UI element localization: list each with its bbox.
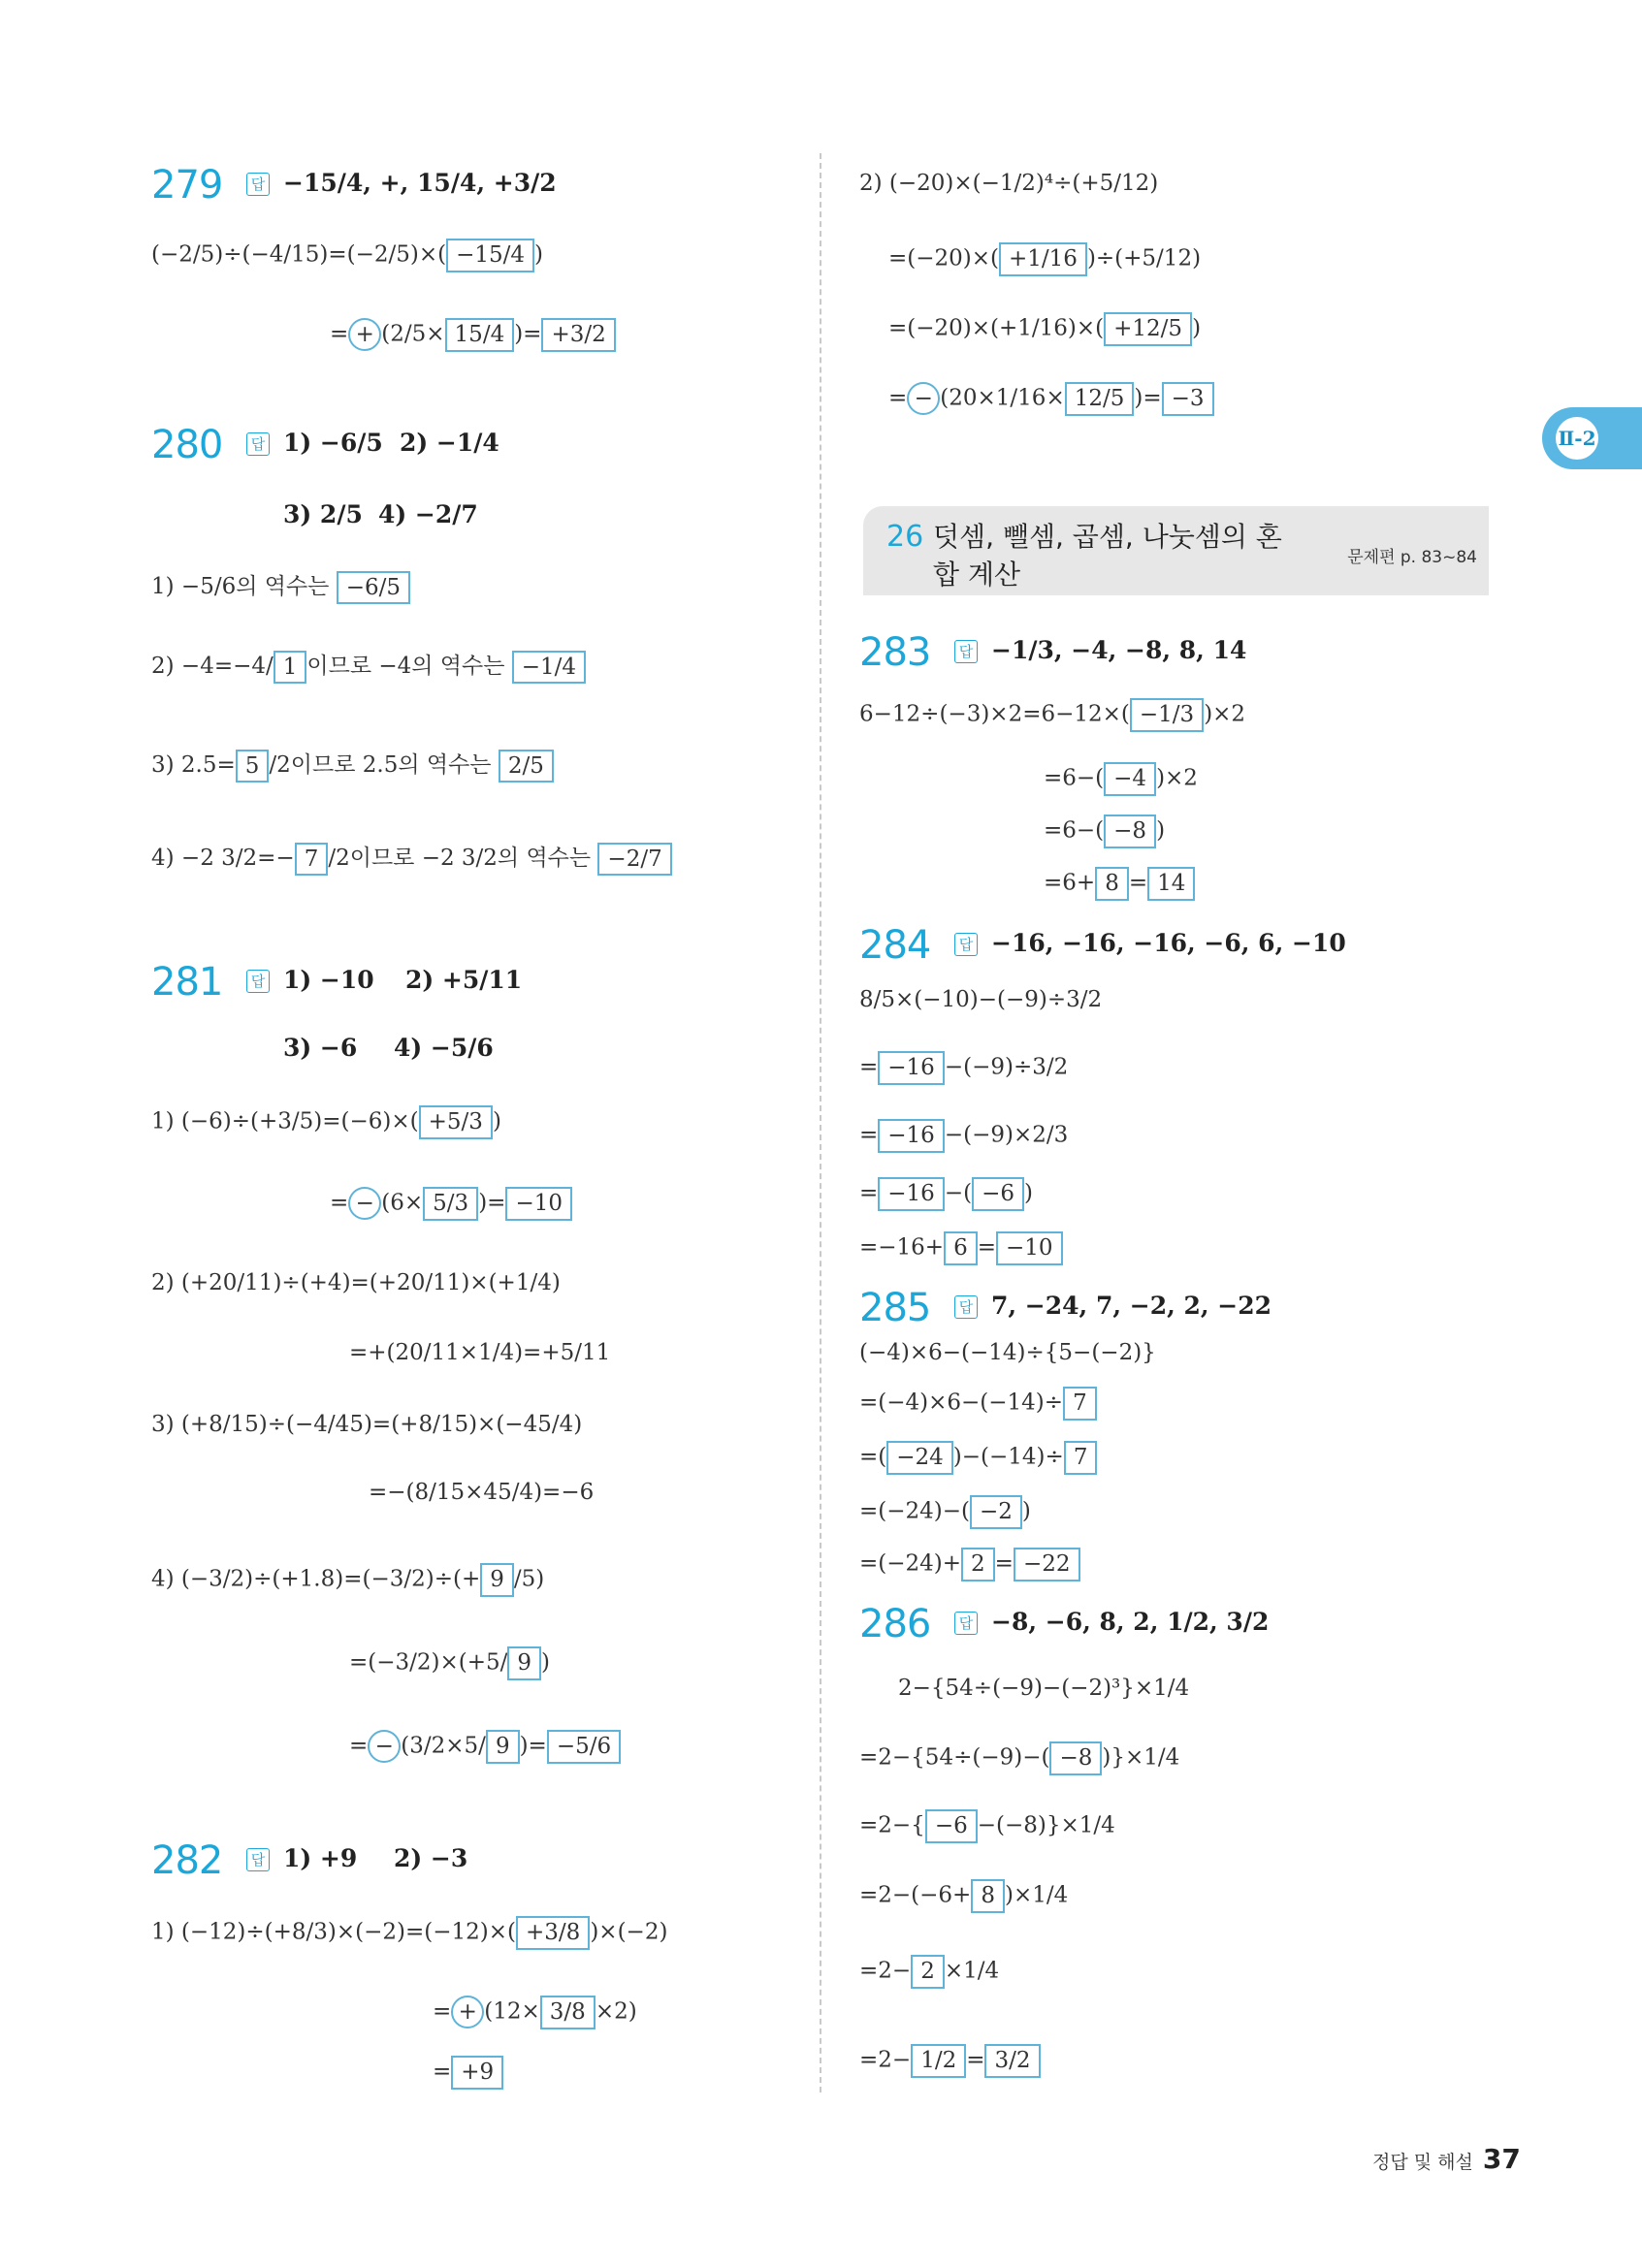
blank-box: 3/2 bbox=[984, 2044, 1040, 2078]
solution-line: = + (2/5× 15/4 )= +3/2 bbox=[330, 318, 616, 352]
answer-text: −16, −16, −16, −6, 6, −10 bbox=[991, 929, 1346, 957]
answer-icon: 답 bbox=[246, 1848, 270, 1871]
solution-line: =(−4)×6−(−14)÷ 7 bbox=[859, 1387, 1097, 1421]
solution-line: =(−24)+ 2 = −22 bbox=[859, 1548, 1080, 1581]
answer-icon: 답 bbox=[954, 1612, 978, 1635]
answer-icon: 답 bbox=[246, 970, 270, 993]
blank-box: 12/5 bbox=[1065, 382, 1135, 416]
answer-4: 4) −2/7 bbox=[378, 500, 478, 528]
solution-line: 3) (+8/15)÷(−4/45)=(+8/15)×(−45/4) bbox=[151, 1412, 583, 1437]
blank-box: 5/3 bbox=[423, 1187, 478, 1221]
sign-circle: − bbox=[348, 1187, 381, 1220]
blank-box: 7 bbox=[1063, 1387, 1097, 1421]
solution-line: =−16+ 6 = −10 bbox=[859, 1231, 1063, 1265]
problem-number: 281 bbox=[151, 960, 223, 1005]
blank-box: −16 bbox=[878, 1119, 945, 1153]
blank-box: −15/4 bbox=[446, 239, 534, 272]
answer-1: 1) −10 bbox=[283, 966, 374, 994]
blank-box: 8 bbox=[971, 1879, 1005, 1913]
answer-icon: 답 bbox=[246, 432, 270, 456]
blank-box: −3 bbox=[1162, 382, 1214, 416]
page-number: 37 bbox=[1482, 2143, 1521, 2175]
solution-line: =2− 2 ×1/4 bbox=[859, 1955, 999, 1989]
solution-line: = −16 −(−9)÷3/2 bbox=[859, 1051, 1068, 1085]
solution-line: =( −24 )−(−14)÷ 7 bbox=[859, 1441, 1097, 1475]
solution-line: =2−(−6+ 8 )×1/4 bbox=[859, 1879, 1068, 1913]
problem-number: 282 bbox=[151, 1838, 223, 1883]
blank-box: −4 bbox=[1104, 762, 1156, 796]
answer-icon: 답 bbox=[954, 933, 978, 956]
solution-line: = −16 −(−9)×2/3 bbox=[859, 1119, 1068, 1153]
answer-2: 2) −3 bbox=[394, 1844, 468, 1872]
chapter-tab-label: Ⅱ-2 bbox=[1556, 417, 1598, 460]
solution-line: =6−( −8 ) bbox=[1044, 815, 1165, 848]
problem-number: 284 bbox=[859, 923, 931, 968]
page-footer bbox=[1372, 2143, 1521, 2175]
blank-box: −2/7 bbox=[597, 843, 671, 877]
solution-line: = −16 −( −6 ) bbox=[859, 1177, 1033, 1211]
blank-box: −10 bbox=[505, 1187, 572, 1221]
sign-circle: − bbox=[368, 1730, 401, 1763]
problem-number: 279 bbox=[151, 163, 223, 208]
answer-text: 7, −24, 7, −2, 2, −22 bbox=[991, 1292, 1272, 1320]
blank-box: 7 bbox=[295, 843, 329, 877]
blank-box: −6/5 bbox=[337, 571, 410, 605]
blank-box: −2 bbox=[970, 1495, 1022, 1529]
solution-line: =2−{54÷(−9)−( −8 )}×1/4 bbox=[859, 1741, 1179, 1775]
footer-label: 정답 및 해설 bbox=[1372, 2152, 1473, 2173]
blank-box: −10 bbox=[996, 1231, 1063, 1265]
solution-line: = − (3/2×5/ 9 )= −5/6 bbox=[349, 1730, 621, 1764]
solution-line: 1) (−12)÷(+8/3)×(−2)=(−12)×( +3/8 )×(−2) bbox=[151, 1916, 667, 1950]
column-divider bbox=[820, 153, 821, 2092]
solution-line: 4) −2 3/2=− 7 /2이므로 −2 3/2의 역수는 −2/7 bbox=[151, 840, 672, 876]
blank-box: 1/2 bbox=[911, 2044, 966, 2078]
chapter-side-tab bbox=[1542, 407, 1642, 469]
blank-box: 6 bbox=[944, 1231, 978, 1265]
blank-box: −8 bbox=[1104, 815, 1156, 848]
solution-line: 2) −4=−4/ 1 이므로 −4의 역수는 −1/4 bbox=[151, 648, 586, 684]
blank-box: −16 bbox=[878, 1051, 945, 1085]
solution-line: 2) (−20)×(−1/2)⁴÷(+5/12) bbox=[859, 171, 1159, 196]
blank-box: 9 bbox=[507, 1646, 541, 1680]
blank-box: +5/3 bbox=[419, 1105, 493, 1139]
problem-number: 283 bbox=[859, 630, 931, 675]
solution-line: =(−20)×( +1/16 )÷(+5/12) bbox=[888, 242, 1201, 276]
solution-line: = − (20×1/16× 12/5 )= −3 bbox=[888, 382, 1214, 416]
solution-line: =(−3/2)×(+5/ 9 ) bbox=[349, 1646, 550, 1680]
section-header bbox=[863, 506, 1489, 595]
blank-box: +3/8 bbox=[516, 1916, 590, 1950]
solution-line: =2−{ −6 −(−8)}×1/4 bbox=[859, 1809, 1115, 1843]
blank-box: +12/5 bbox=[1104, 312, 1192, 346]
solution-line: = + (12× 3/8 ×2) bbox=[433, 1996, 637, 2029]
answer-2: 2) −1/4 bbox=[400, 429, 499, 457]
solution-line: 1) (−6)÷(+3/5)=(−6)×( +5/3 ) bbox=[151, 1105, 501, 1139]
blank-box: 8 bbox=[1095, 867, 1129, 901]
answer-icon: 답 bbox=[954, 1295, 978, 1319]
answer-4: 4) −5/6 bbox=[394, 1034, 494, 1062]
sign-circle: + bbox=[348, 318, 381, 351]
blank-box: −6 bbox=[925, 1809, 978, 1843]
answer-text: −1/3, −4, −8, 8, 14 bbox=[991, 636, 1247, 664]
sign-circle: + bbox=[451, 1996, 484, 2028]
solution-line: =6+ 8 = 14 bbox=[1044, 867, 1195, 901]
blank-box: −16 bbox=[878, 1177, 945, 1211]
answer-text: −15/4, +, 15/4, +3/2 bbox=[283, 169, 557, 197]
solution-line: 1) −5/6의 역수는 −6/5 bbox=[151, 568, 410, 604]
sign-circle: − bbox=[907, 382, 940, 415]
answer-icon: 답 bbox=[246, 173, 270, 196]
solution-line: (−2/5)÷(−4/15)=(−2/5)×( −15/4 ) bbox=[151, 239, 543, 272]
answer-icon: 답 bbox=[954, 640, 978, 663]
problem-number: 286 bbox=[859, 1602, 931, 1646]
blank-box: 2 bbox=[961, 1548, 995, 1581]
blank-box: −24 bbox=[886, 1441, 953, 1475]
solution-line: (−4)×6−(−14)÷{5−(−2)} bbox=[859, 1340, 1156, 1365]
blank-box: −5/6 bbox=[547, 1730, 621, 1764]
solution-line: =2− 1/2 = 3/2 bbox=[859, 2044, 1041, 2078]
section-number: 26 bbox=[886, 520, 924, 554]
answer-1: 1) +9 bbox=[283, 1844, 358, 1872]
answer-3: 3) −6 bbox=[283, 1034, 358, 1062]
section-title: 덧셈, 뺄셈, 곱셈, 나눗셈의 혼합 계산 bbox=[933, 521, 1282, 591]
section-reference: 문제편 p. 83~84 bbox=[1347, 548, 1477, 567]
blank-box: −1/4 bbox=[512, 651, 586, 685]
blank-box: 5 bbox=[236, 750, 270, 783]
solution-line: 2) (+20/11)÷(+4)=(+20/11)×(+1/4) bbox=[151, 1270, 561, 1295]
blank-box: 2 bbox=[911, 1955, 945, 1989]
solution-line: = +9 bbox=[433, 2056, 503, 2090]
solution-line: =+(20/11×1/4)=+5/11 bbox=[349, 1340, 611, 1365]
blank-box: +9 bbox=[451, 2056, 503, 2090]
solution-line: =(−20)×(+1/16)×( +12/5 ) bbox=[888, 312, 1201, 346]
blank-box: −22 bbox=[1014, 1548, 1080, 1581]
solution-line: 2−{54÷(−9)−(−2)³}×1/4 bbox=[898, 1676, 1190, 1701]
blank-box: 14 bbox=[1147, 867, 1195, 901]
solution-line: = − (6× 5/3 )= −10 bbox=[330, 1187, 572, 1221]
blank-box: −6 bbox=[972, 1177, 1024, 1211]
answer-1: 1) −6/5 bbox=[283, 429, 383, 457]
answer-2: 2) +5/11 bbox=[405, 966, 523, 994]
problem-number: 285 bbox=[859, 1286, 931, 1330]
solution-line: =−(8/15×45/4)=−6 bbox=[369, 1480, 595, 1505]
blank-box: +3/2 bbox=[541, 318, 615, 352]
blank-box: 9 bbox=[486, 1730, 520, 1764]
solution-line: 4) (−3/2)÷(+1.8)=(−3/2)÷(+ 9 /5) bbox=[151, 1563, 544, 1597]
solution-line: =(−24)−( −2 ) bbox=[859, 1495, 1031, 1529]
blank-box: 3/8 bbox=[540, 1996, 596, 2029]
blank-box: +1/16 bbox=[999, 242, 1087, 276]
solution-line: 6−12÷(−3)×2=6−12×( −1/3 )×2 bbox=[859, 698, 1245, 732]
solution-line: 8/5×(−10)−(−9)÷3/2 bbox=[859, 987, 1103, 1012]
answer-3: 3) 2/5 bbox=[283, 500, 363, 528]
problem-number: 280 bbox=[151, 423, 223, 467]
blank-box: −1/3 bbox=[1130, 698, 1204, 732]
solution-line: 3) 2.5= 5 /2이므로 2.5의 역수는 2/5 bbox=[151, 747, 554, 783]
blank-box: 15/4 bbox=[445, 318, 515, 352]
answer-text: −8, −6, 8, 2, 1/2, 3/2 bbox=[991, 1608, 1270, 1636]
blank-box: 7 bbox=[1064, 1441, 1098, 1475]
blank-box: 2/5 bbox=[499, 750, 554, 783]
blank-box: −8 bbox=[1049, 1741, 1102, 1775]
blank-box: 1 bbox=[274, 651, 307, 685]
solution-line: =6−( −4 )×2 bbox=[1044, 762, 1198, 796]
blank-box: 9 bbox=[480, 1563, 514, 1597]
